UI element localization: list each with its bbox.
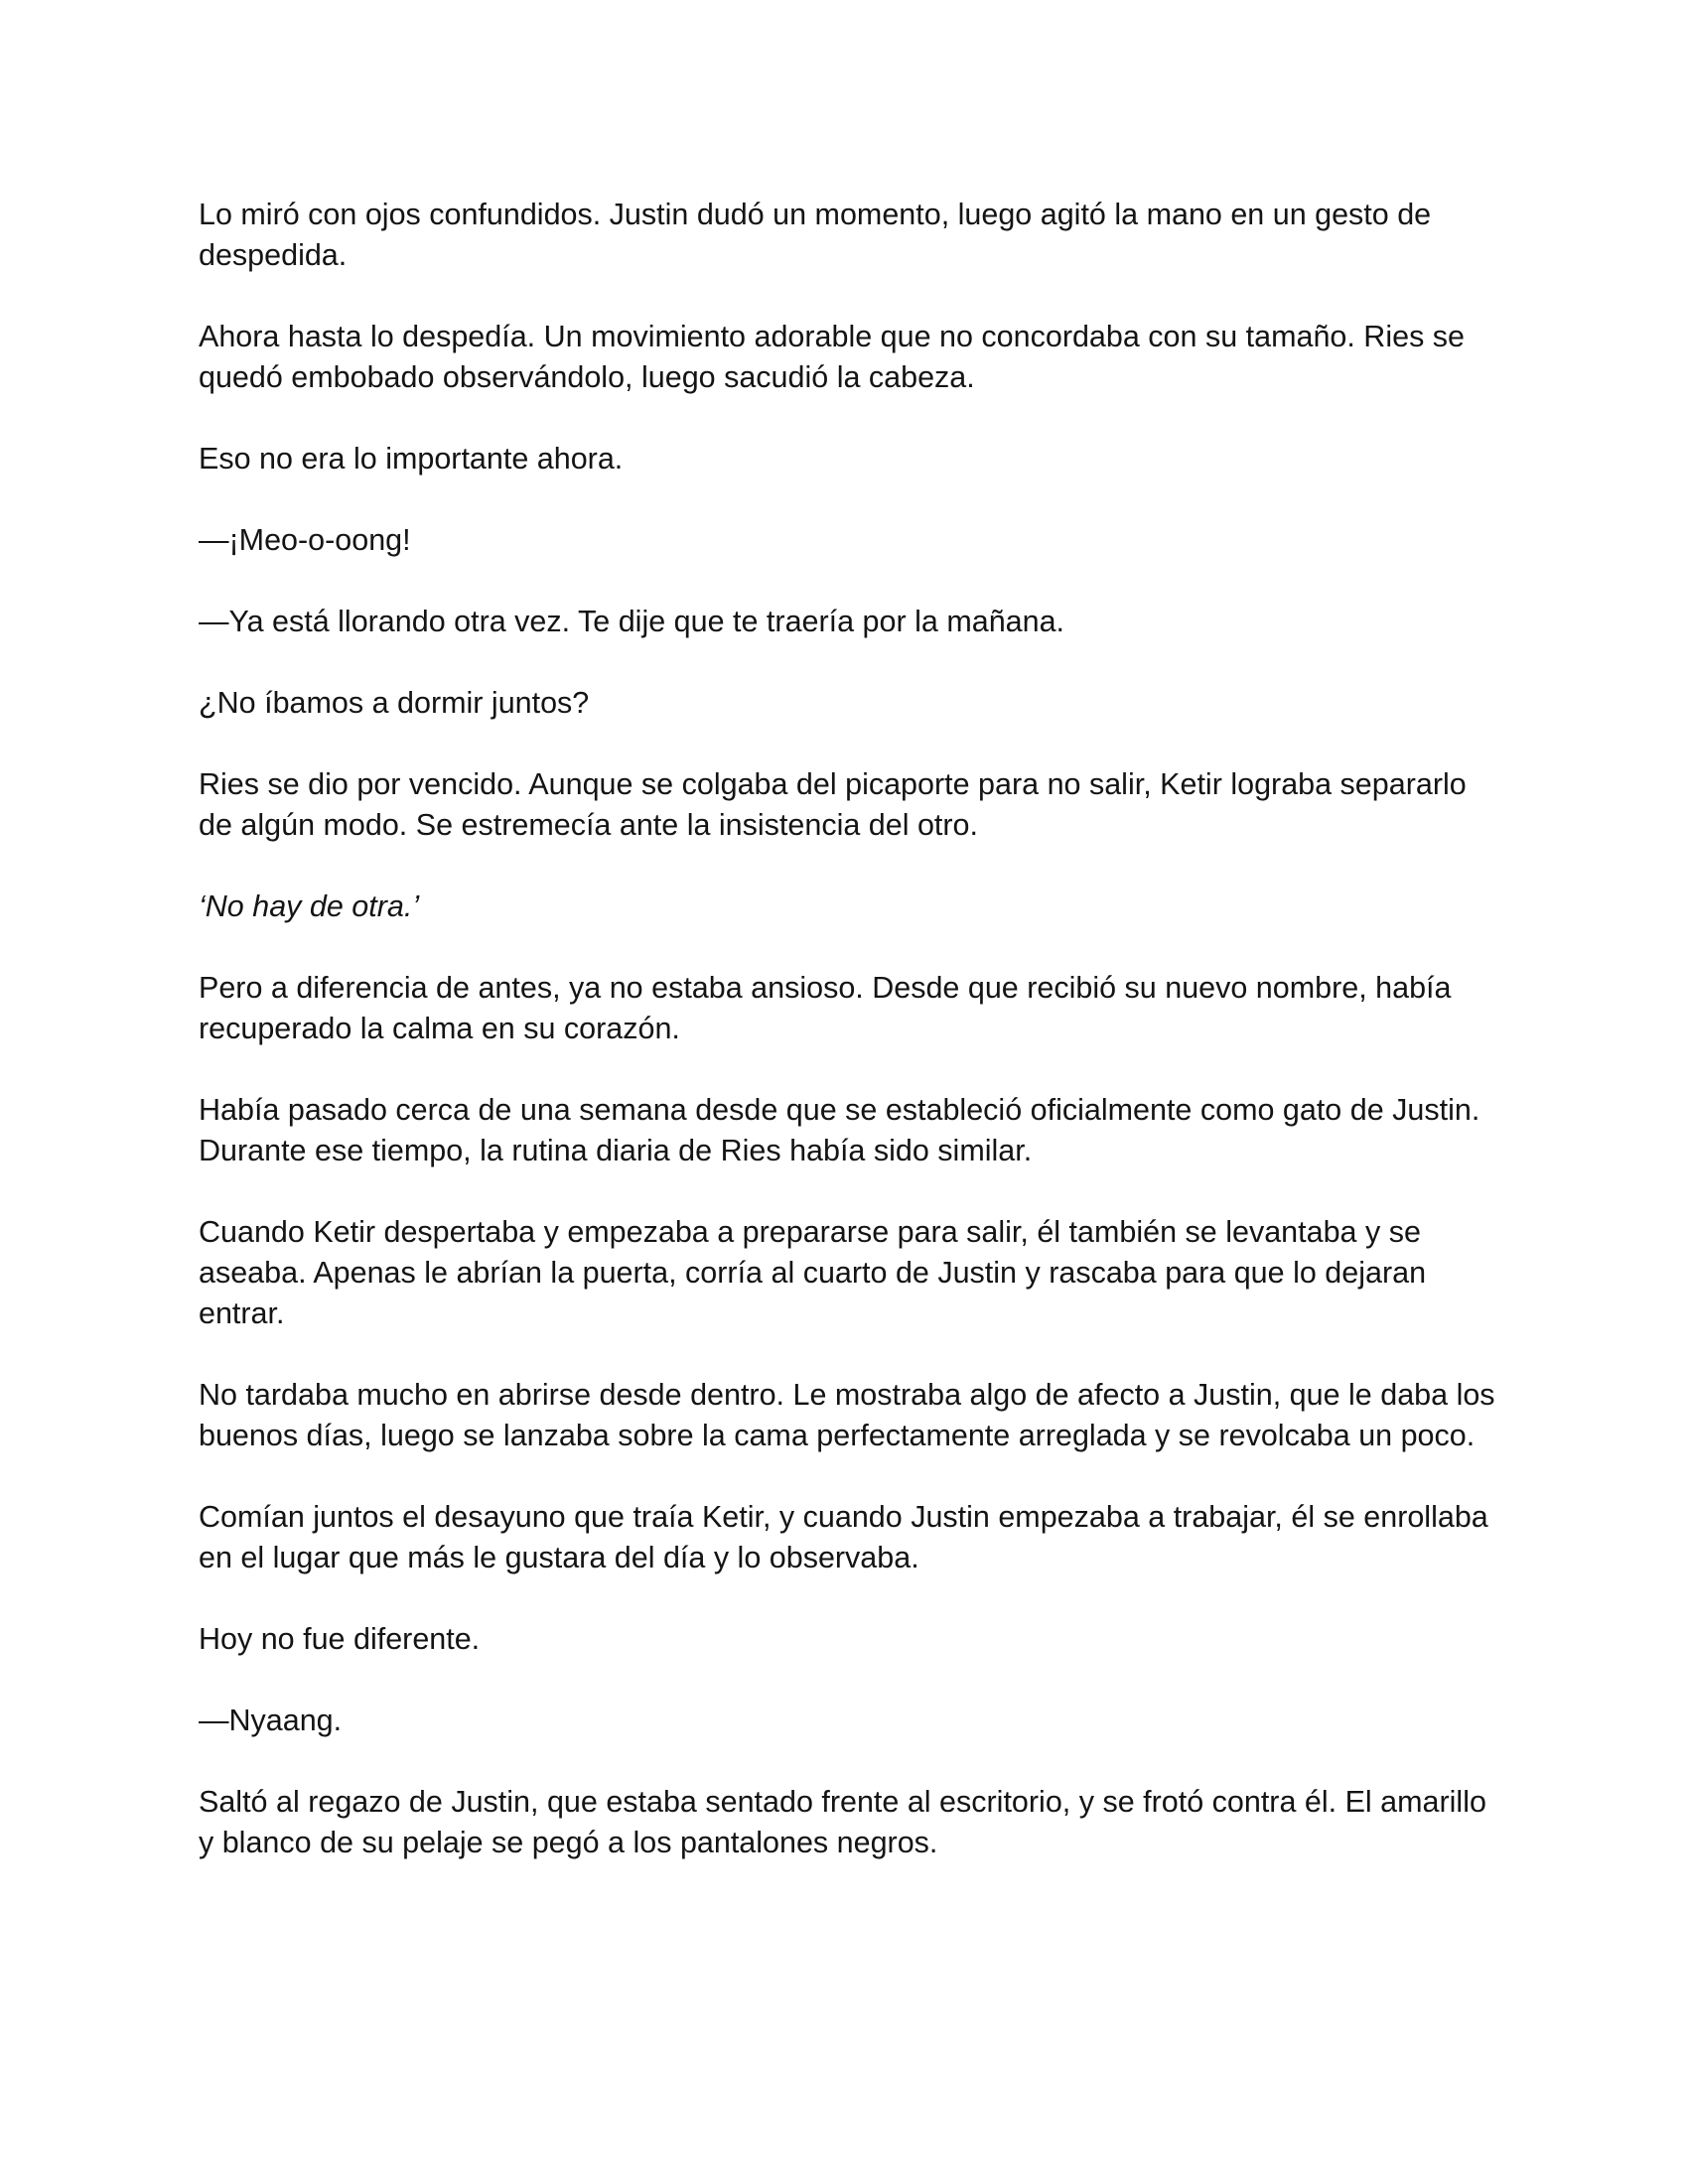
paragraph: Había pasado cerca de una semana desde que se estableció oficialmente como gato de Justin. Durante ese tiempo, la rutina diaria de Ries había sido similar.: [199, 1093, 1480, 1167]
paragraph: No tardaba mucho en abrirse desde dentro. Le mostraba algo de afecto a Justin, que le daba los buenos días, luego se lanzaba sobre la cama perfectamente arreglada y se revolcaba un poco.: [199, 1378, 1495, 1452]
dialogue-line: —¡Meo-o-oong!: [199, 523, 411, 557]
paragraph: Saltó al regazo de Justin, que estaba sentado frente al escritorio, y se frotó contra él. El amarillo y blanco de su pelaje se pegó a los pantalones negros.: [199, 1785, 1486, 1859]
dialogue-line: —Ya está llorando otra vez. Te dije que te traería por la mañana.: [199, 605, 1065, 638]
paragraph: Ries se dio por vencido. Aunque se colgaba del picaporte para no salir, Ketir lograba separarlo de algún modo. Se estremecía ante la insistencia del otro.: [199, 767, 1467, 842]
dialogue-line: —Nyaang.: [199, 1704, 343, 1737]
paragraph: Lo miró con ojos confundidos. Justin dudó un momento, luego agitó la mano en un gesto de despedida.: [199, 198, 1432, 272]
paragraph: Pero a diferencia de antes, ya no estaba ansioso. Desde que recibió su nuevo nombre, había recuperado la calma en su corazón.: [199, 971, 1452, 1045]
paragraph: ¿No íbamos a dormir juntos?: [199, 686, 590, 720]
paragraph: Eso no era lo importante ahora.: [199, 442, 624, 476]
paragraph: Comían juntos el desayuno que traía Ketir, y cuando Justin empezaba a trabajar, él se enrollaba en el lugar que más le gustara del día y lo observaba.: [199, 1500, 1488, 1574]
paragraph: Hoy no fue diferente.: [199, 1622, 481, 1656]
paragraph: Ahora hasta lo despedía. Un movimiento adorable que no concordaba con su tamaño. Ries se quedó embobado observándolo, luego sacudió la cabeza.: [199, 320, 1466, 394]
body-text: [199, 195, 1499, 1904]
paragraph: Cuando Ketir despertaba y empezaba a prepararse para salir, él también se levantaba y se aseaba. Apenas le abrían la puerta, corría al cuarto de Justin y rascaba para que lo dejaran entrar.: [199, 1215, 1427, 1330]
inner-thought: ‘No hay de otra.’: [199, 889, 420, 923]
